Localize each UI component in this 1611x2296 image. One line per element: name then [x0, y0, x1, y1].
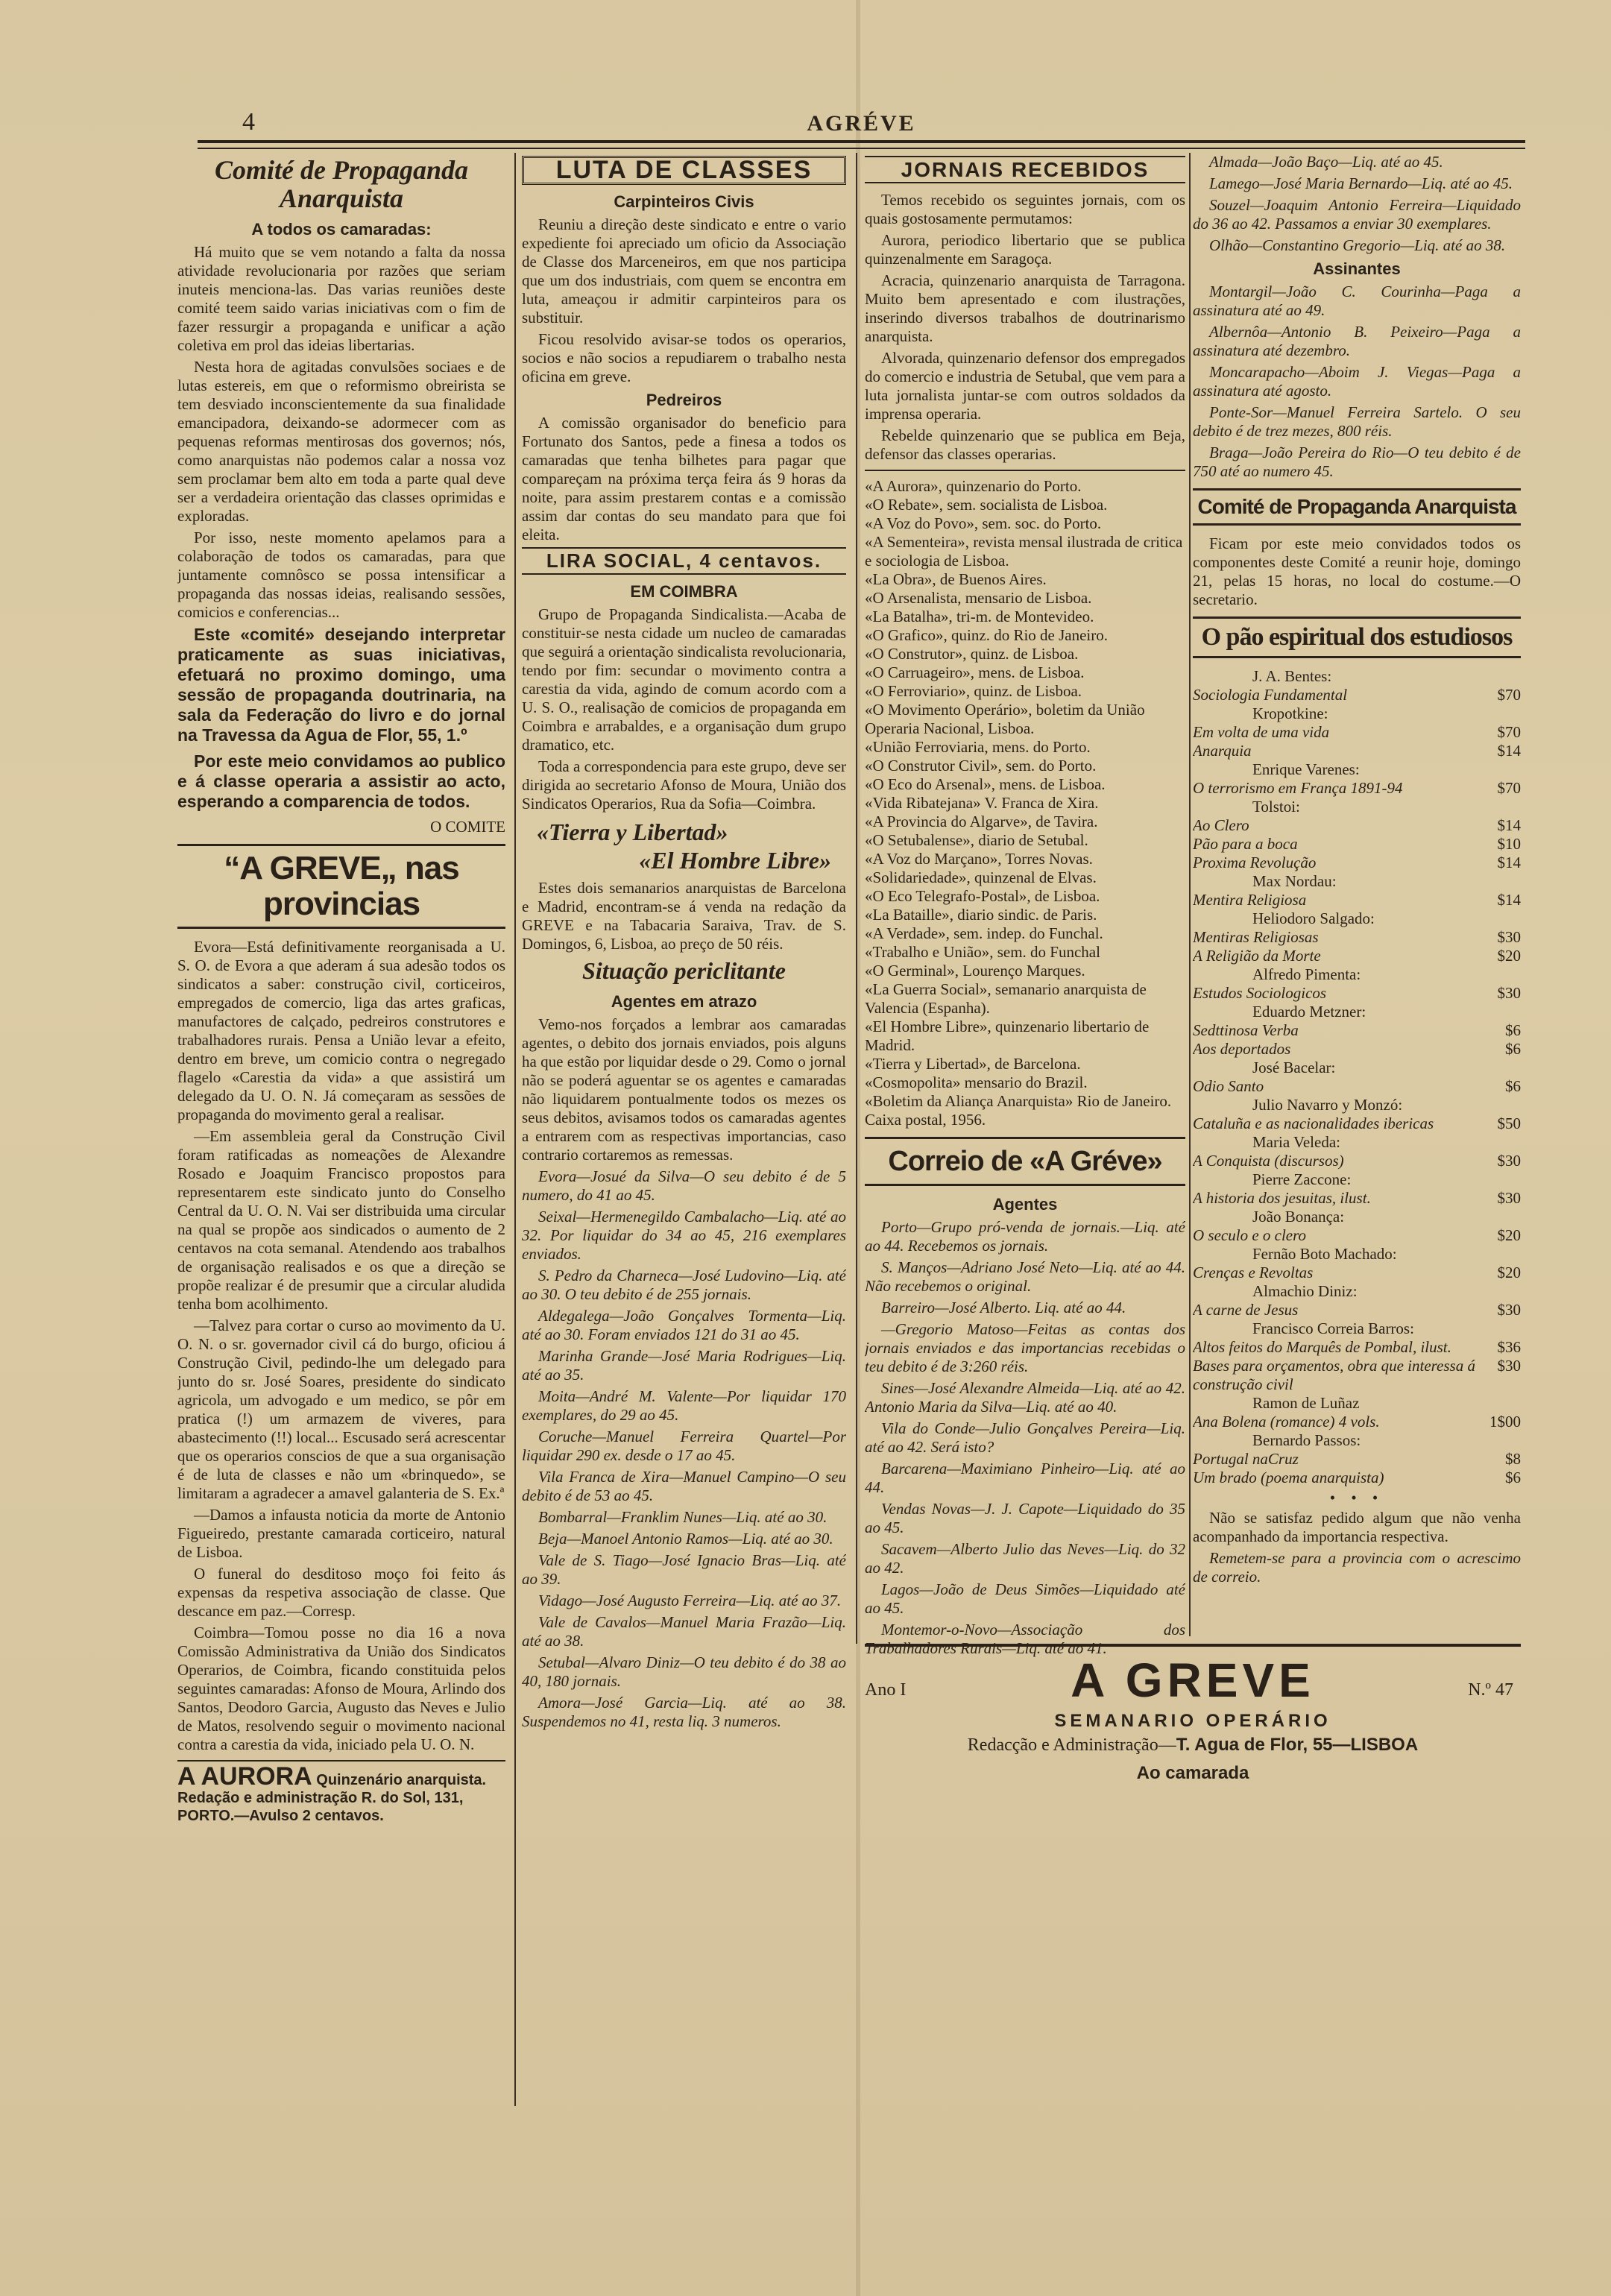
- list-item: «O Eco do Arsenal», mens. de Lisboa.: [865, 775, 1106, 793]
- paragraph: Ficou resolvido avisar-se todos os operarios, socios e não socios a repudiarem o trabalho nesta oficina em greve.: [522, 330, 846, 385]
- paragraph: —Em assembleia geral da Construção Civil foram ratificadas as nomeações de Alexandre Rosado e Joaquim Francisco propostos para representarem este sindicato junto do Conselho Central da U. O. N. Vai ser distribuida uma circular na qual se propõe aos sindicados o aumento de 2 centavos na cota semanal. Atendendo aos trabalhos de organisação realisados e os que a direção se propõe realizar é de presumir que a circular aludida tenha bom acolhimento.: [177, 1127, 505, 1313]
- paragraph: Coimbra—Tomou posse no dia 16 a nova Comissão Administrativa da União dos Sindicatos Operarios, de Coimbra, ficando constituida pelos seguintes camaradas: Afonso de Moura, Arlindo dos Santos, Deodoro Garcia, Augusto das Neves e Julio de Matos, resolvendo seguir o movimento nacional contra a carestia da vida, iniciado pela U. O. N.: [177, 1624, 505, 1753]
- book-entry: [1193, 1338, 1521, 1357]
- paragraph: Reuniu a direção deste sindicato e entre o vario expediente foi apreciado um oficio da Associação de Classe dos Marceneiros, em que nos participa que um dos industriais, com quem se encontra em luta, ameaçou ir admitir carpinteiros para os substituir.: [522, 215, 846, 327]
- book-price: $14: [1497, 891, 1521, 909]
- paragraph: —Damos a infausta noticia da morte de Antonio Figueiredo, prestante camarada corticeiro, natural de Lisboa.: [177, 1506, 505, 1561]
- agent-entry: Marinha Grande—José Maria Rodrigues—Liq. até ao 35.: [522, 1347, 846, 1384]
- list-item: «O Ferroviario», quinz. de Lisboa.: [865, 682, 1082, 700]
- book-price: $50: [1497, 1114, 1521, 1132]
- list-item: «Boletim da Aliança Anarquista» Rio de Janeiro. Caixa postal, 1956.: [865, 1092, 1172, 1129]
- list-item: «La Batalha», tri-m. de Montevideo.: [865, 608, 1094, 625]
- book-price: $14: [1497, 742, 1521, 760]
- list-item: «O Rebate», sem. socialista de Lisboa.: [865, 496, 1108, 514]
- situacao-title: Situação periclitante: [582, 957, 786, 984]
- list-item: «A Voz do Marçano», Torres Novas.: [865, 850, 1093, 868]
- book-entry: [1193, 779, 1521, 798]
- book-price: $70: [1497, 686, 1521, 704]
- book-title: A Religião da Morte: [1193, 947, 1321, 965]
- book-price: $6: [1505, 1077, 1521, 1095]
- list-item: «O Germinal», Lourenço Marques.: [865, 962, 1085, 980]
- agent-entry: Sines—José Alexandre Almeida—Liq. até ao 42. Antonio Maria da Silva—Liq. até ao 40.: [865, 1379, 1185, 1416]
- paragraph: Estes dois semanarios anarquistas de Barcelona e Madrid, encontram-se á venda na redação da GREVE e na Tabacaria Saraiva, Trav. de S. Domingos, 6, Lisboa, ao preço de 50 réis.: [522, 879, 846, 953]
- agent-entry: Evora—Josué da Silva—O seu debito é de 5 numero, do 41 ao 45.: [522, 1167, 846, 1204]
- book-entry: [1193, 1301, 1521, 1319]
- notice-bold: Por este meio convidamos ao publico e á classe operaria a assistir ao acto, esperando a comparencia de todos.: [177, 751, 505, 811]
- paragraph: O funeral do desditoso moço foi feito ás expensas da respetiva associação de classe. Que descance em paz.—Corresp.: [177, 1565, 505, 1620]
- book-price: $30: [1497, 984, 1521, 1002]
- book-entry: [1193, 1152, 1521, 1170]
- book-author: Alfredo Pimenta:: [1252, 965, 1361, 983]
- book-entry: [1193, 1357, 1521, 1394]
- book-title: Altos feitos do Marquês de Pombal, ilust.: [1193, 1338, 1451, 1356]
- book-entry: [1193, 1114, 1521, 1133]
- pao-espiritual-title: O pão espiritual dos estudiosos: [1193, 616, 1521, 658]
- subscriber-entry: Ponte-Sor—Manuel Ferreira Sartelo. O seu debito é de trez mezes, 800 réis.: [1193, 403, 1521, 440]
- book-author: Max Nordau:: [1252, 872, 1337, 890]
- book-title: Mentira Religiosa: [1193, 891, 1307, 909]
- masthead-title: A GREVE: [1071, 1653, 1315, 1707]
- book-price: $14: [1497, 854, 1521, 871]
- paragraph: Temos recebido os seguintes jornais, com os quais gostosamente permutamos:: [865, 191, 1185, 227]
- masthead-year: Ano I: [865, 1680, 907, 1700]
- masthead-subtitle: SEMANARIO OPERÁRIO: [1054, 1711, 1331, 1731]
- book-author: Enrique Varenes:: [1252, 760, 1360, 778]
- camarada-heading: Ao camarada: [1136, 1763, 1249, 1783]
- book-price: $70: [1497, 723, 1521, 741]
- book-entry: [1193, 816, 1521, 835]
- lira-social-ad: LIRA SOCIAL, 4 centavos.: [522, 547, 846, 575]
- book-entry: [1193, 742, 1521, 760]
- greve-provincias-title: “A GREVE„ nas provincias: [177, 844, 505, 929]
- book-title: Mentiras Religiosas: [1193, 928, 1319, 946]
- agent-entry: Souzel—Joaquim Antonio Ferreira—Liquidado do 36 ao 42. Passamos a enviar 30 exemplares.: [1193, 196, 1521, 233]
- book-entry: [1193, 984, 1521, 1003]
- book-price: $20: [1497, 947, 1521, 965]
- agent-entry: Amora—José Garcia—Liq. até ao 38. Suspendemos no 41, resta liq. 3 numeros.: [522, 1694, 846, 1730]
- paragraph: Acracia, quinzenario anarquista de Tarragona. Muito bem apresentado e com ilustrações, inserindo diversos trabalhos de doutrinarismo anarquista.: [865, 271, 1185, 345]
- signature: O COMITE: [430, 818, 505, 836]
- book-title: Cataluña e as nacionalidades ibericas: [1193, 1114, 1434, 1132]
- book-title: Proxima Revolução: [1193, 854, 1317, 871]
- column-rule: [856, 153, 857, 1644]
- list-item: «A Sementeira», revista mensal ilustrada de critica e sociologia de Lisboa.: [865, 533, 1183, 570]
- subscriber-entry: Moncarapacho—Aboim J. Viegas—Paga a assinatura até agosto.: [1193, 363, 1521, 400]
- subscriber-entry: Braga—João Pereira do Rio—O teu debito é de 750 até ao numero 45.: [1193, 444, 1521, 480]
- book-title: O seculo e o clero: [1193, 1226, 1307, 1244]
- book-author: Almachio Diniz:: [1252, 1282, 1358, 1300]
- book-title: A historia dos jesuitas, ilust.: [1193, 1189, 1371, 1207]
- agent-entry: Almada—João Baço—Liq. até ao 45.: [1209, 153, 1443, 171]
- paragraph: Há muito que se vem notando a falta da nossa atividade revolucionaria por razões que seriam inuteis menciona-las. Das varias reuniões deste comité teem saido varias iniciativas com o fim de fazer ressurgir a propaganda e unificar a ação coletiva em prol das ideias libertarias.: [177, 243, 505, 354]
- list-item: «O Eco Telegrafo-Postal», de Lisboa.: [865, 887, 1100, 905]
- book-entry: [1193, 1077, 1521, 1096]
- jornais-recebidos-title: JORNAIS RECEBIDOS: [865, 156, 1185, 183]
- book-author: Bernardo Passos:: [1252, 1431, 1361, 1449]
- book-author: João Bonança:: [1252, 1208, 1345, 1226]
- paragraph: Aurora, periodico libertario que se publica quinzenalmente em Saragoça.: [865, 231, 1185, 268]
- column-2: [522, 153, 846, 2106]
- divider: [865, 470, 1185, 471]
- book-price: $30: [1497, 1357, 1521, 1375]
- header-rule: [198, 140, 1525, 149]
- paper-name: AGRÉVE: [807, 111, 916, 136]
- book-price: 1$00: [1489, 1413, 1521, 1431]
- paragraph: Vemo-nos forçados a lembrar aos camaradas agentes, o debito dos jornais enviados, pois alguns ha que estão por liquidar desde o 29. Como o jornal não se poderá aguentar se os agentes e camaradas não liquidarem pontualmente todos os mezes os seus debitos, avisamos todos os camaradas agentes a entrarem com as respectivas importancias, caso contrario cortaremos as remessas.: [522, 1015, 846, 1164]
- agent-entry: Barcarena—Maximiano Pinheiro—Liq. até ao 44.: [865, 1460, 1185, 1496]
- list-item: «La Guerra Social», semanario anarquista de Valencia (Espanha).: [865, 980, 1147, 1017]
- stars-divider: • • •: [1329, 1489, 1384, 1507]
- list-item: «O Setubalense», diario de Setubal.: [865, 831, 1088, 849]
- paragraph: Ficam por este meio convidados todos os componentes deste Comité a reunir hoje, domingo 21, pelas 15 horas, no local do costume.—O secretario.: [1193, 534, 1521, 608]
- book-author: Pierre Zaccone:: [1252, 1170, 1352, 1188]
- notice-bold: Este «comité» desejando interpretar praticamente as suas iniciativas, efetuará no proximo domingo, uma sessão de propaganda doutrinaria, na sala da Federação do livro e do jornal na Travessa da Agua de Flor, 55, 1.º: [177, 625, 505, 745]
- paragraph: Grupo de Propaganda Sindicalista.—Acaba de constituir-se nesta cidade um nucleo de camaradas que seguirá a orientação sindicalista revolucionaria, tendo por fim: secundar o movimento contra a carestia da vida, agindo de comum acordo com a U. S. O., realisação de comicios de propaganda em Coimbra e arrabaldes, e a organisação dum grupo dramatico, etc.: [522, 605, 846, 754]
- book-price: $10: [1497, 835, 1521, 853]
- book-entry: [1193, 1189, 1521, 1208]
- book-entry: [1193, 686, 1521, 704]
- paragraph: Nesta hora de agitadas convulsões sociaes e de lutas estereis, em que o reformismo obreirista se tem desviado inconscientemente da sua finalidade emancipadora, deixando-se adormecer com as pequenas reformas mentirosas dos governos; nós, como anarquistas não podemos calar a nossa voz sem proclamar bem alto em toda a parte qual deve ser a verdadeira orientação das classes oprimidas e exploradas.: [177, 358, 505, 525]
- agent-entry: Lagos—João de Deus Simões—Liquidado até ao 45.: [865, 1580, 1185, 1617]
- agent-entry: Aldegalega—João Gonçalves Tormenta—Liq. até ao 30. Foram enviados 121 do 31 ao 45.: [522, 1307, 846, 1343]
- book-price: $30: [1497, 1301, 1521, 1319]
- subscriber-entry: Albernôa—Antonio B. Peixeiro—Paga a assinatura até dezembro.: [1193, 323, 1521, 359]
- address-label: Redacção e Administração—: [967, 1735, 1176, 1755]
- book-price: $6: [1505, 1040, 1521, 1058]
- book-title: Portugal naCruz: [1193, 1450, 1299, 1468]
- book-entry: [1193, 854, 1521, 872]
- book-author: J. A. Bentes:: [1252, 667, 1332, 685]
- agent-entry: Bombarral—Franklim Nunes—Liq. até ao 30.: [538, 1508, 827, 1526]
- agent-entry: Seixal—Hermenegildo Cambalacho—Liq. até ao 32. Por liquidar do 34 ao 45, 216 exemplares enviados.: [522, 1208, 846, 1263]
- book-entry: [1193, 1264, 1521, 1282]
- list-item: «O Grafico», quinz. do Rio de Janeiro.: [865, 626, 1109, 644]
- agent-entry: Porto—Grupo pró-venda de jornais.—Liq. até ao 44. Recebemos os jornais.: [865, 1218, 1185, 1255]
- agent-entry: Vale de Cavalos—Manuel Maria Frazão—Liq. até ao 38.: [522, 1613, 846, 1650]
- paragraph: —Talvez para cortar o curso ao movimento da U. O. N. o sr. governador civil cá do burgo, oficiou á Construção Civil, pedindo-lhe um delegado para junto do sr. José Soares, presidente do sindicato agricola, um advogado e um medico, se pôr em pratica (!) um armazem de viveres, para abastecimento (!!) local... Escusado será acrescentar que os operarios conscios de que a sua organisação é de luta de classes e não um «brinquedo», se limitaram a agradecer a amavel galanteria de S. Ex.ª: [177, 1316, 505, 1502]
- book-author: Ramon de Luñaz: [1252, 1394, 1360, 1412]
- paragraph: Remetem-se para a provincia com o acrescimo de correio.: [1193, 1549, 1521, 1586]
- book-entry: [1193, 1450, 1521, 1469]
- paragraph: Por isso, neste momento apelamos para a colaboração de todos os camaradas, para que juntamente comnôsco se possa intensificar a propaganda das nossas ideias, realisando sessões, comicios e conferencias...: [177, 529, 505, 621]
- book-title: A Conquista (discursos): [1193, 1152, 1344, 1170]
- comite-title: Comité de Propaganda Anarquista: [215, 155, 468, 213]
- column-rule: [514, 153, 516, 2106]
- book-price: $30: [1497, 1152, 1521, 1170]
- coimbra-subtitle: EM COIMBRA: [630, 582, 738, 601]
- list-item: «União Ferroviaria, mens. do Porto.: [865, 738, 1091, 756]
- book-entry: [1193, 947, 1521, 965]
- divider: [177, 1760, 505, 1762]
- book-title: O terrorismo em França 1891-94: [1193, 779, 1403, 797]
- book-title: Ana Bolena (romance) 4 vols.: [1193, 1413, 1380, 1431]
- book-entry: [1193, 1040, 1521, 1059]
- agent-entry: Barreiro—José Alberto. Liq. até ao 44.: [881, 1299, 1126, 1316]
- book-title: Crenças e Revoltas: [1193, 1264, 1314, 1281]
- book-title: Estudos Sociologicos: [1193, 984, 1327, 1002]
- book-title: Sociologia Fundamental: [1193, 686, 1348, 704]
- aurora-name: A AURORA: [177, 1762, 312, 1791]
- list-item: «Trabalho e União», sem. do Funchal: [865, 943, 1100, 961]
- book-title: Um brado (poema anarquista): [1193, 1469, 1384, 1486]
- book-title: Em volta de uma vida: [1193, 723, 1330, 741]
- agent-entry: Sacavem—Alberto Julio das Neves—Liq. do 32 ao 42.: [865, 1540, 1185, 1577]
- list-item: «El Hombre Libre», quinzenario libertario de Madrid.: [865, 1018, 1150, 1054]
- agent-entry: Vidago—José Augusto Ferreira—Liq. até ao 37.: [538, 1592, 842, 1609]
- hombre-title: «El Hombre Libre»: [639, 847, 831, 874]
- list-item: «Cosmopolita» mensario do Brazil.: [865, 1073, 1088, 1091]
- book-title: Sedttinosa Verba: [1193, 1021, 1299, 1039]
- agent-entry: S. Manços—Adriano José Neto—Liq. até ao 44. Não recebemos o original.: [865, 1258, 1185, 1295]
- comite-reuniao-title: Comité de Propaganda Anarquista: [1193, 488, 1521, 526]
- book-entry: [1193, 1226, 1521, 1245]
- agent-entry: Vale de S. Tiago—José Ignacio Bras—Liq. até ao 39.: [522, 1551, 846, 1588]
- book-title: Ao Clero: [1193, 816, 1249, 834]
- paragraph: A comissão organisador do beneficio para Fortunato dos Santos, pede a finesa a todos os camaradas que tenha bilhetes para pagar que compareçam na próxima terça feira ás 9 horas da noite, para assim prestarem contas e a comissão assim dar contas do seu mandato para que foi eleita.: [522, 414, 846, 543]
- paragraph: Rebelde quinzenario que se publica em Beja, defensor das classes operarias.: [865, 426, 1185, 463]
- book-list: [1193, 667, 1521, 1487]
- list-item: «Tierra y Libertad», de Barcelona.: [865, 1055, 1081, 1073]
- list-item: «A Voz do Povo», sem. soc. do Porto.: [865, 514, 1102, 532]
- column-3: [865, 153, 1185, 1785]
- book-price: $70: [1497, 779, 1521, 797]
- book-author: Francisco Correia Barros:: [1252, 1319, 1414, 1337]
- list-item: «O Carruageiro», mens. de Lisboa.: [865, 663, 1085, 681]
- book-title: Odio Santo: [1193, 1077, 1264, 1095]
- list-item: «Vida Ribatejana» V. Franca de Xira.: [865, 794, 1099, 812]
- book-title: Aos deportados: [1193, 1040, 1291, 1058]
- paragraph: Toda a correspondencia para este grupo, deve ser dirigida ao secretario Afonso de Moura, União dos Sindicatos Operarios, Rua da Sofia—Coimbra.: [522, 757, 846, 813]
- agent-entry: Vila Franca de Xira—Manuel Campino—O seu debito é de 53 ao 45.: [522, 1468, 846, 1504]
- book-author: Eduardo Metzner:: [1252, 1003, 1366, 1021]
- book-entry: [1193, 835, 1521, 854]
- luta-classes-title: LUTA DE CLASSES: [522, 156, 846, 185]
- column-rule: [1189, 153, 1191, 1636]
- agent-entry: Montemor-o-Novo—Associação dos Trabalhadores Rurais—Liq. até ao 41.: [865, 1621, 1185, 1657]
- tierra-title: «Tierra y Libertad»: [537, 819, 728, 845]
- book-price: $6: [1505, 1021, 1521, 1039]
- agent-entry: —Gregorio Matoso—Feitas as contas dos jornais enviados e das importancias recebidas o teu debito é de 3:260 réis.: [865, 1320, 1185, 1375]
- agent-entry: Vila do Conde—Julio Gonçalves Pereira—Liq. até ao 42. Será isto?: [865, 1419, 1185, 1456]
- book-entry: [1193, 891, 1521, 909]
- masthead-number: N.º 47: [1468, 1680, 1513, 1700]
- list-item: «Solidariedade», quinzenal de Elvas.: [865, 868, 1097, 886]
- agent-entry: S. Pedro da Charneca—José Ludovino—Liq. até ao 30. O teu debito é de 255 jornais.: [522, 1267, 846, 1303]
- list-item: «A Verdade», sem. indep. do Funchal.: [865, 924, 1103, 942]
- agent-entry: Vendas Novas—J. J. Capote—Liquidado do 35 ao 45.: [865, 1500, 1185, 1536]
- paragraph: Alvorada, quinzenario defensor dos empregados do comercio e industria de Setubal, que vem para a luta jornalista juntar-se com outros soldados da imprensa operaria.: [865, 349, 1185, 423]
- list-item: «La Bataille», diario sindic. de Paris.: [865, 906, 1097, 924]
- list-item: «O Movimento Operário», boletim da União Operaria Nacional, Lisboa.: [865, 701, 1145, 737]
- book-title: A carne de Jesus: [1193, 1301, 1299, 1319]
- book-price: $30: [1497, 928, 1521, 946]
- agent-entry: Beja—Manoel Antonio Ramos—Liq. até ao 30.: [538, 1530, 833, 1548]
- carpinteiros-subtitle: Carpinteiros Civis: [614, 192, 754, 211]
- page-number: 4: [242, 108, 255, 136]
- book-entry: [1193, 928, 1521, 947]
- column-4: [1193, 153, 1521, 1785]
- agent-entry: Moita—André M. Valente—Por liquidar 170 exemplares, do 29 ao 45.: [522, 1387, 846, 1424]
- masthead: [865, 1644, 1521, 1759]
- book-price: $8: [1505, 1450, 1521, 1468]
- agent-entry: Olhão—Constantino Gregorio—Liq. até ao 38.: [1209, 236, 1506, 254]
- list-item: «La Obra», de Buenos Aires.: [865, 570, 1047, 588]
- list-item: «A Aurora», quinzenario do Porto.: [865, 477, 1082, 495]
- list-item: «O Construtor», quinz. de Lisboa.: [865, 645, 1079, 663]
- agent-entry: Coruche—Manuel Ferreira Quartel—Por liquidar 290 ex. desde o 17 ao 45.: [522, 1428, 846, 1464]
- book-entry: [1193, 1413, 1521, 1431]
- masthead-address: [865, 1735, 1521, 1756]
- pedreiros-subtitle: Pedreiros: [646, 391, 722, 409]
- book-author: José Bacelar:: [1252, 1059, 1336, 1076]
- agentes-atrazo-subtitle: Agentes em atrazo: [611, 992, 757, 1011]
- address-value: T. Agua de Flor, 55—LISBOA: [1176, 1735, 1419, 1755]
- aurora-ad: [177, 1762, 505, 1825]
- assinantes-subtitle: Assinantes: [1313, 259, 1401, 278]
- book-entry: [1193, 1021, 1521, 1040]
- subscriber-entry: Montargil—João C. Courinha—Paga a assinatura até ao 49.: [1193, 283, 1521, 319]
- book-author: Maria Veleda:: [1252, 1133, 1340, 1151]
- agentes-subtitle: Agentes: [992, 1195, 1058, 1214]
- book-author: Tolstoi:: [1252, 798, 1300, 816]
- paragraph: Evora—Está definitivamente reorganisada a U. S. O. de Evora a que aderam á sua adesão todos os sindicatos a saber: construção civil, corticeiros, empregados de comercio, liga das artes graficas, manufactores de calçado, pedreiros construtores e trabalhadores rurais. Pensa a União levar a efeito, dentro em breve, um comicio contra o negregado flagelo «Carestia da vida» a que assistirá um delegado da U. O. N. Já começaram as sessões de propaganda do movimento geral a realisar.: [177, 938, 505, 1123]
- book-author: Kropotkine:: [1252, 704, 1328, 722]
- paragraph: Não se satisfaz pedido algum que não venha acompanhado da importancia respectiva.: [1193, 1509, 1521, 1545]
- column-1: [177, 153, 505, 2106]
- book-price: $36: [1497, 1338, 1521, 1356]
- agent-entry: Lamego—José Maria Bernardo—Liq. até ao 45.: [1209, 174, 1513, 192]
- book-entry: [1193, 1469, 1521, 1487]
- list-item: «O Construtor Civil», sem. do Porto.: [865, 757, 1097, 775]
- list-item: «A Provincia do Algarve», de Tavira.: [865, 813, 1098, 830]
- aurora-text: Quinzenário anarquista. Redação e administração R. do Sol, 131, PORTO.—Avulso 2 centavos.: [177, 1772, 487, 1824]
- agent-entry: Setubal—Alvaro Diniz—O teu debito é do 38 ao 40, 180 jornais.: [522, 1653, 846, 1690]
- comite-subtitle: A todos os camaradas:: [251, 220, 432, 239]
- correio-title: Correio de «A Gréve»: [865, 1137, 1185, 1186]
- book-author: Fernão Boto Machado:: [1252, 1245, 1397, 1263]
- book-title: Anarquia: [1193, 742, 1252, 760]
- book-author: Julio Navarro y Monzó:: [1252, 1096, 1403, 1114]
- book-price: $14: [1497, 816, 1521, 834]
- book-price: $20: [1497, 1264, 1521, 1281]
- book-title: Bases para orçamentos, obra que interessa á construção civil: [1193, 1357, 1475, 1393]
- book-price: $30: [1497, 1189, 1521, 1207]
- book-entry: [1193, 723, 1521, 742]
- running-header: [198, 101, 1525, 138]
- book-price: $6: [1505, 1469, 1521, 1486]
- book-price: $20: [1497, 1226, 1521, 1244]
- book-title: Pão para a boca: [1193, 835, 1298, 853]
- list-item: «O Arsenalista, mensario de Lisboa.: [865, 589, 1092, 607]
- book-author: Heliodoro Salgado:: [1252, 909, 1375, 927]
